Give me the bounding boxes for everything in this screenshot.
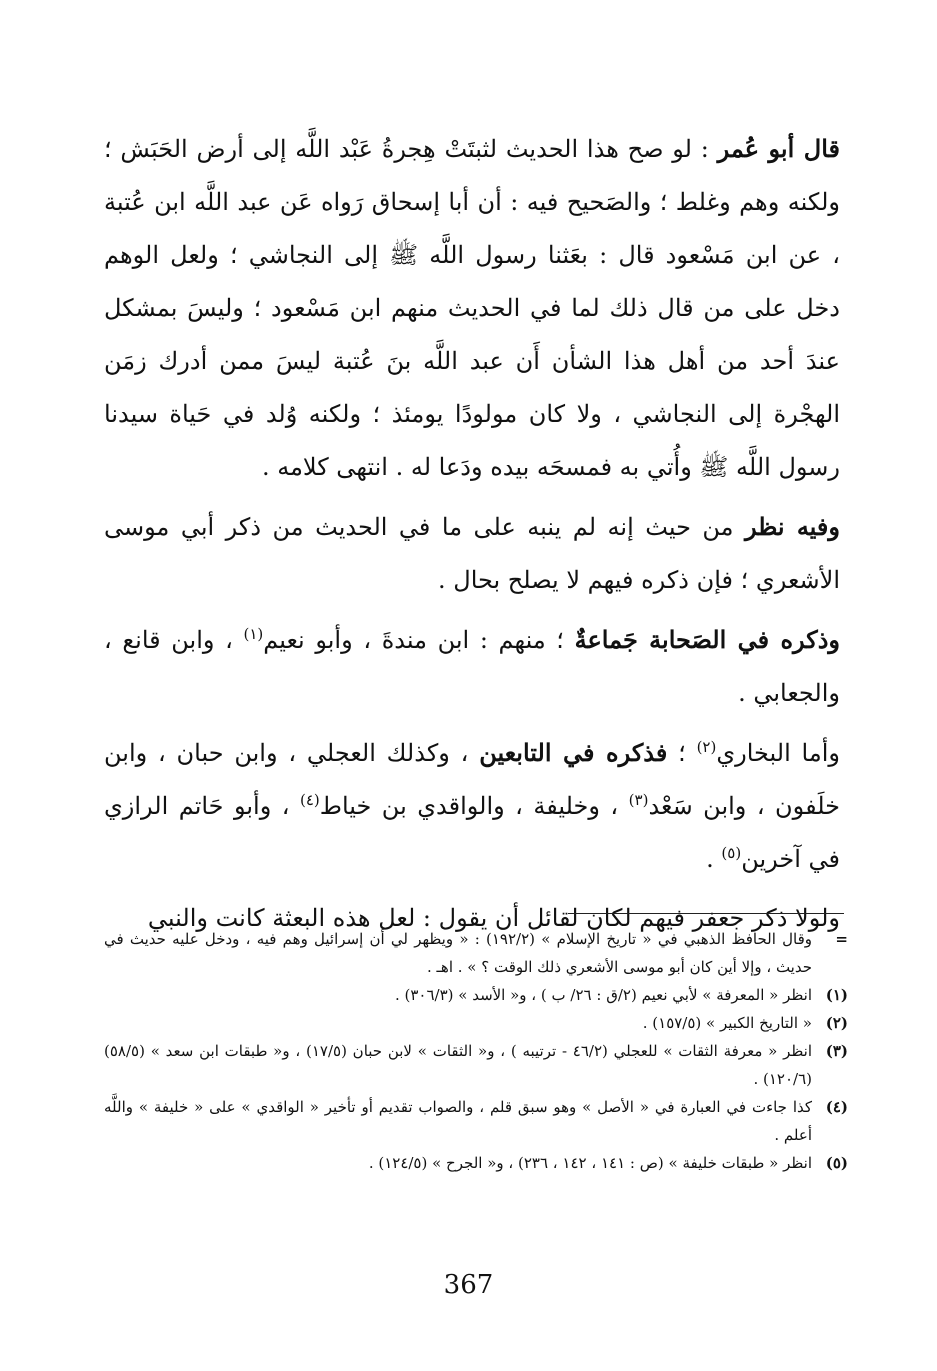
- paragraph-5-text: ولولا ذكر جعفر فيهم لكان لقائل أن يقول : لعل هذه البعثة كانت والنبي: [147, 904, 840, 932]
- paragraph-4: [104, 726, 840, 886]
- footnote-number: (٥): [825, 1154, 848, 1172]
- footnote-item: [104, 981, 848, 1009]
- footnote-text: « التاريخ الكبير » (١٥٧/٥) .: [642, 1014, 812, 1032]
- paragraph-1-text: : لو صح هذا الحديث لثبتَتْ هِجرةُ عَبْد اللَّه إلى أرض الحَبَش ؛ ولكنه وهم وغلط ؛ والصَحيح فيه : أن أبا إسحاق رَواه عَن عبد اللَّه ابن عُتبة ، عن ابن مَسْعود قال : بعَثنا رسول اللَّه ﷺ إلى النجاشي ؛ ولعل الوهم دخل على من قال ذلك لما في الحديث منهم ابن مَسْعود ؛ وليسَ بمشكل عندَ أحد من أهل هذا الشأن أَن عبد اللَّه بنَ عُتبة ليسَ ممن أدرك زمَن الهجْرة إلى النجاشي ، ولا كان مولودًا يومئذ ؛ ولكنه وُلد في حَياة سيدنا رسول اللَّه ﷺ وأُتي به فمسحَه بيده ودَعا له . انتهى كلامه .: [104, 135, 840, 481]
- footnote-text: انظر « معرفة الثقات » للعجلي (٤٦/٢ - ترتيبه ) ، و« الثقات » لابن حبان (١٧/٥) ، و« طبقات ابن سعد » (٥٨/٥) (١٢٠/٦) .: [104, 1042, 812, 1088]
- footnote-number: (٢): [825, 1014, 848, 1032]
- paragraph-2-lead: وفيه نظر: [745, 512, 840, 541]
- page-number: 367: [443, 1270, 494, 1300]
- footnote-item: [104, 1093, 848, 1149]
- paragraph-1: [104, 122, 840, 494]
- footnote-item: [104, 1009, 848, 1037]
- paragraph-4-text-c: ، وكذلك العجلي ، وابن حبان ، وابن خلَفون ، وابن سَعْد: [104, 739, 840, 820]
- footnote-ref-5[interactable]: (٥): [721, 844, 742, 862]
- footnote-text: كذا جاءت في العبارة في « الأصل » وهو سبق قلم ، والصواب تقديم أو تأخير « الواقدي » على « خليفة » واللَّه أعلم .: [104, 1098, 812, 1144]
- paragraph-4-text-d: ، وخليفة ، والواقدي بن خياط: [319, 792, 619, 820]
- paragraph-4-text-f: .: [706, 845, 714, 873]
- footnote-ref-4[interactable]: (٤): [299, 791, 320, 809]
- paragraph-3: [104, 613, 840, 720]
- paragraph-4-text-a: وأما البخاري: [716, 739, 840, 767]
- paragraph-3-lead: وذكره في الصَحابة جَماعةٌ: [574, 625, 840, 654]
- footnote-number: (٤): [825, 1098, 848, 1116]
- footnote-separator: [568, 913, 844, 914]
- footnote-text: انظر « طبقات خليفة » (ص : ١٤١ ، ١٤٢ ، ٢٣٦) ، و« الجرح » (١٢٤/٥) .: [368, 1154, 812, 1172]
- footnote-ref-2[interactable]: (٢): [696, 738, 717, 756]
- paragraph-2-text: من حيث إنه لم ينبه على ما في الحديث من ذكر أبي موسى الأشعري ؛ فإن ذكره فيهم لا يصلح بحال .: [104, 513, 840, 594]
- paragraph-2: [104, 500, 840, 607]
- paragraph-4-text-e: ، وأبو حَاتم الرازي في آخرين: [104, 792, 840, 873]
- paragraph-4-text-b: ؛: [678, 739, 686, 767]
- paragraph-4-bold: فذكره في التابعين: [479, 738, 668, 767]
- paragraph-3-text-b: ، وابن قانع ، والجعابي .: [104, 626, 840, 707]
- footnote-ref-3[interactable]: (٣): [628, 791, 649, 809]
- footnote-item: [104, 1037, 848, 1093]
- footnote-item: [104, 925, 848, 981]
- footnote-item: [104, 1149, 848, 1177]
- footnotes: [104, 925, 848, 1177]
- footnote-text: انظر « المعرفة » لأبي نعيم (٢/ق : ٢٦/ ب ) ، و« الأسد » (٣٠٦/٣) .: [394, 986, 812, 1004]
- footnote-number: (١): [825, 986, 848, 1004]
- footnote-text: وقال الحافظ الذهبي في « تاريخ الإسلام » (١٩٢/٢) : « ويظهر لي أن إسرائيل وهم فيه ، ودخل عليه حديث في حديث ، وإلا أين كان أبو موسى الأشعري ذلك الوقت ؟ » . اهـ .: [104, 930, 812, 976]
- footnote-number: (٣): [825, 1042, 848, 1060]
- footnote-ref-1[interactable]: (١): [243, 625, 264, 643]
- paragraph-3-text-a: ؛ منهم : ابن مندةَ ، وأبو نعيم: [263, 626, 564, 654]
- footnote-number: =: [835, 930, 848, 948]
- paragraph-1-lead: قال أبو عُمر: [717, 134, 840, 163]
- main-text: [104, 122, 840, 951]
